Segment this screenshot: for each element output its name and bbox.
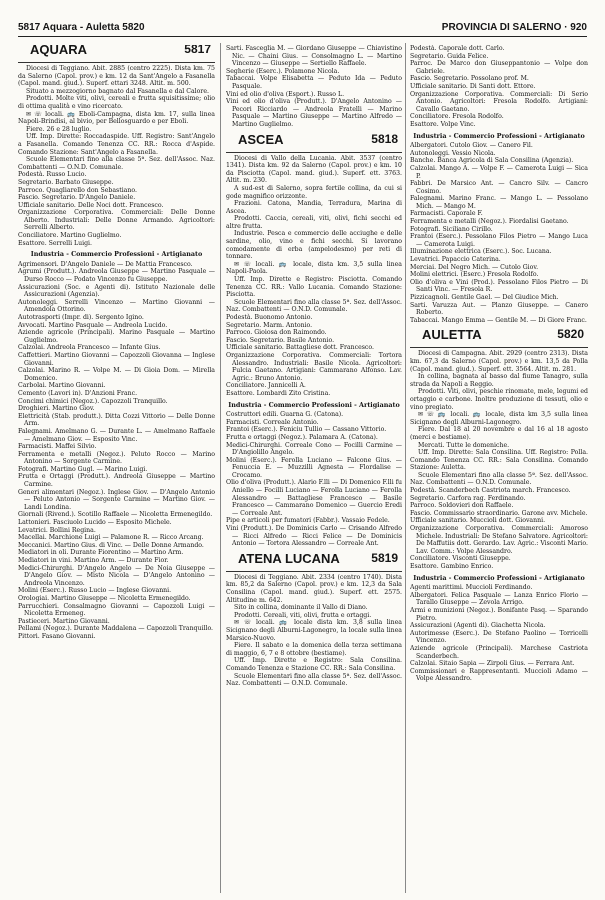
directory-entry: Ferramenta e metalli (Negoz.). Peluto Rocco — Marino Antonino — Sorgente Carmine.: [18, 450, 215, 466]
directory-entry: Parroc. De Marco don Giuseppantonio — Volpe don Gabriele.: [410, 60, 588, 75]
section-heading: Industria - Commercio Professioni - Artigianato: [228, 400, 400, 409]
description-paragraph: A sud-est di Salerno, sopra fertile collina, da cui si gode magnifico orizzonte.: [226, 184, 402, 200]
municipality-name: ASCEA: [238, 131, 284, 147]
section-heading: Industria - Commercio Professioni - Artigianato: [413, 573, 585, 582]
directory-entry: Organizzazione Corporativa. Commerciali: Delle Donne Alberto. Industriali: Delle Donne Armando. Agricoltori: Serrelli Alberto.: [18, 209, 215, 232]
directory-entry: Segretario. Marm. Antonio.: [226, 321, 313, 329]
municipality-heading: [410, 327, 588, 348]
municipality-number: 5819: [371, 550, 398, 565]
description-paragraph: Situato a mezzogiorno bagnato dal Fasanella e dal Calore.: [26, 87, 209, 95]
directory-entry: Fascio. Segretario. Possolano prof. M.: [410, 75, 529, 83]
directory-entry: Segretario. Carfora rag. Ferdinando.: [410, 494, 526, 502]
directory-entry: Fascio. Commissario straordinario. Garone avv. Michele.: [410, 509, 588, 517]
description-paragraph: ✉ ☏ locali. 🚌 locale dista km. 3,8 sulla linea Sicignano degli Alburni-Lagonegro, la locale sulla linea Marsico-Nuovo.: [226, 619, 402, 642]
directory-entry: Parrucchieri. Consalmagno Giovanni — Capozzoli Luigi — Nicoletta Ermeneg.: [18, 602, 215, 618]
directory-entry: Lattonieri. Fasciuolo Lucido — Esposito Michele.: [18, 519, 172, 527]
directory-entry: Merciai. Del Negro Mich. — Cutolo Giov.: [410, 263, 539, 271]
directory-entry: Parroco. Gioiosa don Raimondo.: [226, 329, 327, 337]
directory-entry: Podestà. Scanderbech Castriota march. Francesco.: [410, 487, 571, 495]
directory-entry: Carbolai. Martino Giovanni.: [18, 382, 106, 390]
directory-entry: Pellami (Negoz.). Durante Maddalena — Capozzoli Tranquillo.: [18, 625, 214, 633]
section-heading: Industria - Commercio Professioni - Artigianato: [30, 250, 203, 259]
directory-entry: Concimi chimici (Negoz.). Capozzoli Tranquillo.: [18, 397, 168, 405]
description-paragraph: Prodotti. Caccia, cereali, viti, olivi, fichi secchi ed altre frutta.: [226, 215, 402, 230]
description-paragraph: Prodotti. Cereali, viti, olivi, frutta e ortaggi.: [234, 611, 372, 619]
directory-entry: Podestà. Russo Lucio.: [18, 171, 87, 179]
directory-entry: Tabaccai. Volpe Elisabetta — Peduto Ida — Peduto Pasquale.: [226, 75, 402, 90]
description-paragraph: ✉ ☏ 🚌 locali. 🚌 locale, dista km 3,5 sulla linea Sicignano degli Alburni-Lagonegro.: [410, 411, 588, 426]
directory-entry: Pizzicagnoli. Gentile Gael. — Del Giudice Mich.: [410, 294, 559, 301]
description-paragraph: Scuole Elementari fino alla classe 5ª. Sez. dell'Assoc. Naz. Combattenti — O.N.D. Comunale.: [226, 298, 402, 314]
description-paragraph: Fiere. Dal 18 al 20 novembre e dal 16 al 18 agosto (merci e bestiame).: [410, 426, 588, 441]
directory-entry: Meccanici. Martino Gius. di Vinc. — Delle Donne Armando.: [18, 541, 204, 549]
directory-entry: Farmacisti. Correale Antonio.: [226, 418, 319, 426]
description-paragraph: Diocesi di Teggiano. Abit. 2334 (centro 1740). Dista km. 85,2 da Salerno (Capol. prov.) e km. 12,3 da Sala Consilina (Capol. mand. giud.). Superf. ett. 2575. Altitudine m. 642.: [226, 573, 402, 604]
page-header: [18, 22, 587, 37]
directory-entry: Calzolai. Mango A. — Volpe F. — Camerota Luigi — Sica P.: [410, 164, 588, 180]
description-paragraph: Uff. Imp. Dirette e Registro: Pisciotta. Comando Tenenza CC. RR.: Vallo Lucania. Comando Stazione: Pisciotta.: [226, 276, 402, 299]
directory-entry: Esattore. Volpe Vinc.: [410, 120, 476, 128]
directory-entry: Mediatori in vini. Martino Arm. — Durante Fior.: [18, 557, 169, 564]
directory-entry: Avvocati. Martino Pasquale — Andreola Lucido.: [18, 321, 168, 329]
directory-entry: Elettricità (Stab. produtt.). Ditta Cozzi Vittorio — Delle Donne Arm.: [18, 412, 215, 428]
directory-entry: Levatrici. Bollini Regina.: [18, 526, 96, 534]
directory-entry: Frutta e Ortaggi (Produtt.). Andreola Giuseppe — Martino Carmine.: [18, 473, 215, 489]
directory-entry: Olio d'oliva (Produtt.). Alario F.lli — Di Domenico F.lli fu Aniello — Focilli Luciano — Ferolla Luciano — Ferolla Alessandro — Battagliese Francesco — Basile Francesco — Cammarano Domenico — Guercio Eredi — Correale Ant.: [226, 479, 402, 517]
column-2: [226, 45, 402, 893]
description-paragraph: ✉ ☏ locali. 🚌 locale, dista km. 3,5 sulla linea Napoli-Paola.: [226, 260, 402, 276]
directory-entry: Calzolai. Sitaio Sapia — Zirpoli Gius. — Ferrara Ant.: [410, 660, 575, 668]
directory-entry: Mediatori in oli. Durante Fiorentino — Martino Arm.: [18, 549, 184, 557]
directory-entry: Segretario. Barbato Giuseppe.: [18, 178, 114, 186]
description-paragraph: Diocesi di Vallo della Lucania. Abit. 3537 (centro 1341). Dista km. 92 da Salerno (Capol. prov.) e km. 10 da Pisciotta (Capol. mand. giud.). Superf. ett. 3763. Altit. m. 230.: [226, 154, 402, 185]
directory-entry: Calzolai. Andreola Francesco — Infante Gius.: [18, 344, 161, 352]
directory-entry: Falegnami. Amelmano G. — Durante L. — Amelmano Raffaele — Amelmano Giov. — Esposito Vinc.: [18, 427, 215, 443]
description-paragraph: Industrie. Pesca e commercio delle acciughe e delle sardine, olio, vino e fichi secchi. Si lavorano comodamente di erba (ampelodesmo) per reti di tonnare.: [226, 230, 402, 261]
description-paragraph: Uff. Imp. Dirette: Roccadaspide. Uff. Registro: Sant'Angelo a Fasanella. Comando Tenenza CC. RR.: Rocca d'Aspide. Comando Stazione: Sant'Angelo a Fasanella.: [18, 133, 215, 156]
directory-entry: Fascio. Segretario. Basile Antonio.: [226, 336, 335, 344]
directory-entry: Autorimesse (Eserc.). De Stefano Paolino — Torricelli Vincenzo.: [410, 629, 588, 645]
directory-entry: Ufficiale sanitario. Di Santi dott. Ettore.: [410, 82, 536, 90]
directory-entry: Albergatori. Felica Pasquale — Lanza Enrico Florio — Tarallo Giuseppe — Zevola Arrigo.: [410, 591, 588, 607]
directory-entry: Commissionari e Rappresentanti. Muccioli Adamo — Volpe Alessandro.: [410, 667, 588, 683]
description-paragraph: Fiere. Il sabato e la domenica della terza settimana di maggio, 6, 7 e 8 ottobre (bestiame).: [226, 642, 402, 657]
directory-entry: Farmacisti. Caporale F.: [410, 210, 483, 218]
column-1: [18, 45, 215, 893]
directory-entry: Vini ed olio d'oliva (Esport.). Russo L.: [226, 90, 345, 98]
directory-entry: Illuminazione elettrica (Eserc.). Soc. Lucana.: [410, 248, 552, 256]
directory-entry: Banche. Banca Agricola di Sala Consilina (Agenzia).: [410, 157, 574, 165]
description-paragraph: Sito in collina, dominante il Vallo di Diano.: [234, 604, 368, 612]
directory-entry: Fabbri. De Marsico Ant. — Cancro Silv. — Cancro Cosimo.: [410, 180, 588, 195]
directory-entry: Olio d'oliva e Vini (Prod.). Pessolano Filos Pietro — Di Santi Vinc. — Fresola R.: [410, 278, 588, 294]
directory-entry: Giornali (Rivend.). Scotillo Raffaele — Nicoletta Ermenegildo.: [18, 511, 213, 519]
directory-entry: Conciliatore. Jannicelli A.: [226, 382, 306, 390]
header-left: 5817 Aquara - Auletta 5820: [18, 22, 145, 33]
directory-entry: Armi e munizioni (Negoz.). Bonifante Pasq. — Sparando Pietro.: [410, 606, 588, 622]
directory-entry: Vini ed olio d'oliva (Produtt.). D'Angelo Antonino — Pecori Ricciardo — Andreola Fratelli — Marino Pasquale — Martino Giuseppe — Martino Alfredo — Martino Guglielmo.: [226, 98, 402, 128]
column-divider: [220, 43, 221, 893]
directory-entry: Albergatori. Cutolo Giov. — Canero Fil.: [410, 142, 533, 150]
directory-entry: Medici-Chirurghi. Correale Cono — Focilli Carmine — D'Angiolillo Angelo.: [226, 441, 402, 457]
directory-entry: Molini (Eserc.). Russo Lucio — Inglese Giovanni.: [18, 587, 172, 595]
directory-entry: Conciliatore. Fresola Rodolfo.: [410, 113, 504, 121]
directory-entry: Autonoleggi. Vessio Nicola.: [410, 149, 496, 157]
directory-entry: Fotografi. Siciliano Cirillo.: [410, 225, 493, 233]
directory-entry: Ufficiale sanitario. Delle Noci dott. Francesco.: [18, 201, 164, 209]
directory-entry: Medici-Chirurghi. D'Angelo Angelo — De Noia Giuseppe — D'Angelo Giov. — Misto Nicola — D'Angelo Antonino — Andreola Vincenzo.: [18, 564, 215, 587]
directory-entry: Fascio. Segretario. D'Angelo Daniele.: [18, 194, 136, 202]
directory-entry: Assicurazioni (Soc. e Agenti di). Istituto Nazionale delle Assicurazioni (Agenzia).: [18, 283, 215, 299]
directory-entry: Autonoleggi. Serrelli Vincenzo — Martino Giovanni — Amendola Ottorino.: [18, 298, 215, 314]
directory-entry: Costruttori edili. Guarna G. (Catona).: [226, 411, 344, 419]
column-divider: [405, 43, 406, 893]
directory-entry: Esattore. Lombardi Zito Cristina.: [226, 389, 331, 397]
directory-entry: Conciliatore. Martino Guglielmo.: [18, 232, 122, 240]
directory-entry: Calzolai. Marino R. — Volpe M. — Di Gioia Dom. — Mirella Domenico.: [18, 367, 215, 382]
description-paragraph: Prodotti. Viti, olivi, peschie rinomate, mele, legumi ed ortaggio e carbone. Inoltre produzione di tessuti, olio e vino pregiato.: [410, 388, 588, 411]
directory-entry: Levatrici. Papaccio Caterina.: [410, 256, 501, 264]
directory-entry: Aziende agricole (Principali). Marino Pasquale — Martino Guglielmo.: [18, 329, 215, 344]
directory-entry: Segretario. Guida Felice.: [410, 52, 489, 60]
directory-entry: Molini elettrici. (Eserc.) Fresola Rodolfo.: [410, 271, 539, 279]
directory-entry: Assicurazioni (Agenti di). Giachetta Nicola.: [410, 622, 546, 630]
directory-entry: Organizzazione Corporativa. Commerciali: Tortora Alessandro. Industriali: Basile Nicola. Agricoltori: Fulcia Gaetano. Artigiani: Cammarano Alfonso. Lav. Agric.: Bruno Antonio.: [226, 351, 402, 382]
description-paragraph: Frazioni. Catona, Mandia, Terradura, Marina di Ascea.: [226, 200, 402, 215]
directory-entry: Ferramenta e metalli (Negoz.). Fiordalisi Gaetano.: [410, 218, 569, 226]
directory-entry: Agenti marittimi. Muccioli Ferdinando.: [410, 584, 533, 592]
directory-entry: Agrimensori. D'Angelo Daniele — De Mattia Francesco.: [18, 260, 193, 268]
directory-entry: Ufficiale sanitario. Muccioli dott. Giovanni.: [410, 517, 546, 525]
description-paragraph: In collina, bagnata al basso dal fiume Tanagro, sulla strada da Napoli a Reggio.: [410, 373, 588, 388]
description-paragraph: Prodotti. Molte viti, olivi, cereali e frutta squisitissime; olio di ottima qualità e vino ricercato.: [18, 95, 215, 110]
directory-entry: Esattore. Serrelli Luigi.: [18, 239, 92, 247]
directory-entry: Farmacisti. Maffei Silvio.: [18, 443, 97, 451]
directory-entry: Fotografi. Martino Gugl. — Marino Luigi.: [18, 465, 148, 473]
description-paragraph: Scuole Elementari fino alla classe 5ª. Sez. dell'Assoc. Naz. Combattenti — O.N.D. Comunale.: [226, 672, 402, 688]
column-3: [410, 45, 588, 893]
directory-entry: Pittori. Fasano Giovanni.: [18, 632, 96, 640]
directory-entry: Ufficiale sanitario. Battagliese dott. Francesco.: [226, 344, 374, 352]
directory-entry: Organizzazione Corporativa. Commerciali: Amoroso Michele. Industriali: De Stefano Salvatore. Agricoltori: De Maffutiis dott. Gerardo. Lav. Agric.: Visconti Mario. Lav. Comm.: Volpe Alessandro.: [410, 525, 588, 555]
directory-entry: Frutta e ortaggi (Negoz.). Palamara A. (Catona).: [226, 433, 378, 441]
directory-entry: Segherie (Eserc.). Polamone Nicola.: [226, 67, 340, 75]
directory-entry: Droghieri. Martino Giov.: [18, 405, 95, 413]
directory-entry: Macellai. Marchione Luigi — Palamone R. — Ricco Arcang.: [18, 534, 204, 542]
directory-entry: Organizzazione Corporativa. Commerciali: Di Serio Antonio. Agricoltori: Fresola Rodolfo. Artigiani: Cavallo Gaetano.: [410, 90, 588, 113]
description-paragraph: Scuole Elementari fino alla classe 5ª. Sez. dell'Assoc. Naz. Combattenti — O.N.D. Comunale.: [410, 471, 588, 487]
directory-entry: Generi alimentari (Negoz.). Inglese Giov. — D'Angelo Antonio — Peluto Antonio — Sorgente Carmine — Martino Giov. — Landi Londina.: [18, 488, 215, 511]
directory-entry: Conciliatore. Visconti Giuseppe.: [410, 555, 511, 563]
description-paragraph: Scuole Elementari fino alla classe 5ª. Sez. dell'Assoc. Naz. Combattenti — O.N.D. Comunale.: [18, 156, 215, 171]
directory-entry: Sarti. Varuzza Aut. — Planzo Giuseppe. — Canero Roberto.: [410, 301, 588, 317]
municipality-name: AULETTA: [422, 327, 482, 343]
directory-entry: Podestà. Buonomo Antonio.: [226, 314, 313, 321]
municipality-number: 5820: [557, 327, 584, 342]
directory-entry: Aziende agricole (Principali). Marchese Castriota Scanderbech.: [410, 644, 588, 660]
directory-entry: Sarti. Fasceglia M. — Giordano Giuseppe — Chiavistino Nic. — Chaini Gius. — Consolmagno L. — Martino Vincenzo — Giuseppe — Sertiello Raffaele.: [226, 45, 402, 68]
municipality-number: 5818: [371, 131, 398, 146]
municipality-name: AQUARA: [30, 45, 88, 57]
directory-entry: Autotrasporti (Impr. di). Sergento Igino.: [18, 314, 144, 321]
section-heading: Industria - Commercio Professioni - Artigianato: [413, 131, 585, 140]
municipality-heading: [226, 550, 402, 572]
description-paragraph: Uff. Imp. Dirette: Sala Consilina. Uff. Registro: Polla. Comando Tenenza CC. RR.: Sala Consilina. Comando Stazione: Auletta.: [410, 449, 588, 472]
directory-entry: Esattore. Gambino Enrico.: [410, 563, 494, 570]
directory-entry: Pipe e articoli per fumatori (Fabbr.). Vassaio Fedele.: [226, 517, 390, 525]
directory-entry: Frantoi (Eserc.). Feniciu Tullio — Cassano Vittorio.: [226, 426, 387, 434]
description-paragraph: Fiere. 26 e 28 luglio.: [26, 125, 92, 133]
directory-entry: Orologiai. Martino Giuseppe — Nicoletta Ermenegildo.: [18, 594, 191, 602]
municipality-number: 5817: [184, 45, 211, 56]
directory-entry: Frantoi (Eserc.). Pessolano Filos Pietro — Mango Luca — Camerota Luigi.: [410, 233, 588, 248]
description-paragraph: Diocesi di Campagna. Abit. 2929 (centro 2313). Dista km. 67,3 da Salerno (Capol. prov.) e km. 13,5 da Polla (Capol. mand. giud.). Superf. ett. 3564. Altit. m. 281.: [410, 350, 588, 373]
directory-entry: Parroco. Soldovieri don Raffaele.: [410, 502, 514, 510]
municipality-heading: [18, 45, 215, 63]
directory-entry: Pastieceri. Martino Giovanni.: [18, 617, 110, 625]
directory-entry: Tabaccai. Mango Emma — Gentile M. — Di Giore Franc.: [410, 316, 587, 324]
municipality-heading: [226, 131, 402, 153]
directory-entry: Falegnami. Marino Franc. — Mango L. — Pessolano Mich. — Mango M.: [410, 195, 588, 210]
description-paragraph: Uff. Imp. Dirette e Registro: Sala Consilina. Comando Tenenza e Stazione CC. RR.: Sala Consilina.: [226, 657, 402, 672]
directory-entry: Molini (Eserc.). Ferolla Luciano — Falcone Gius. — Fenuccia E. — Muzzilli Agnesta — Flordalise — Crocamo.: [226, 456, 402, 479]
directory-entry: Agrumi (Produtt.). Andreola Giuseppe — Martino Pasquale — Durso Rocco — Podato Vincenzo fu Giuseppe.: [18, 268, 215, 284]
header-right: PROVINCIA DI SALERNO · 920: [441, 22, 587, 33]
directory-entry: Cemento (Lavori in). D'Anzioni Franc.: [18, 389, 138, 397]
directory-entry: Vini (Produtt.). De Dominicis Carlo — Crisando Alfredo — Ricci Alfredo — Ricci Felice — De Dominicis Antonio — Tortora Alessandro — Correale Ant.: [226, 525, 402, 548]
municipality-name: ATENA LUCANA: [238, 550, 340, 566]
directory-entry: Parroco. Quagliarello don Sebastiano.: [18, 186, 137, 194]
directory-entry: Podestà. Caporale dott. Carlo.: [410, 45, 505, 52]
description-paragraph: Diocesi di Teggiano. Abit. 2885 (centro 2225). Dista km. 75 da Salerno (Capol. prov.) e km. 12 da Sant'Angelo a Fasanella (Capol. mand. giud.). Superf. ettari 3248. Altit. m. 500.: [18, 65, 215, 88]
description-paragraph: Mercati. Tutte le domeniche.: [418, 441, 510, 449]
directory-entry: Caffettieri. Martino Giovanni — Capozzoli Giovanna — Inglese Giovanni.: [18, 351, 215, 367]
description-paragraph: ✉ ☏ locali. 🚌 Eboli-Campagna, dista km. 17, sulla linea Napoli-Brindisi, al bivio, per Bellosguardo e per Eboli.: [18, 110, 215, 126]
